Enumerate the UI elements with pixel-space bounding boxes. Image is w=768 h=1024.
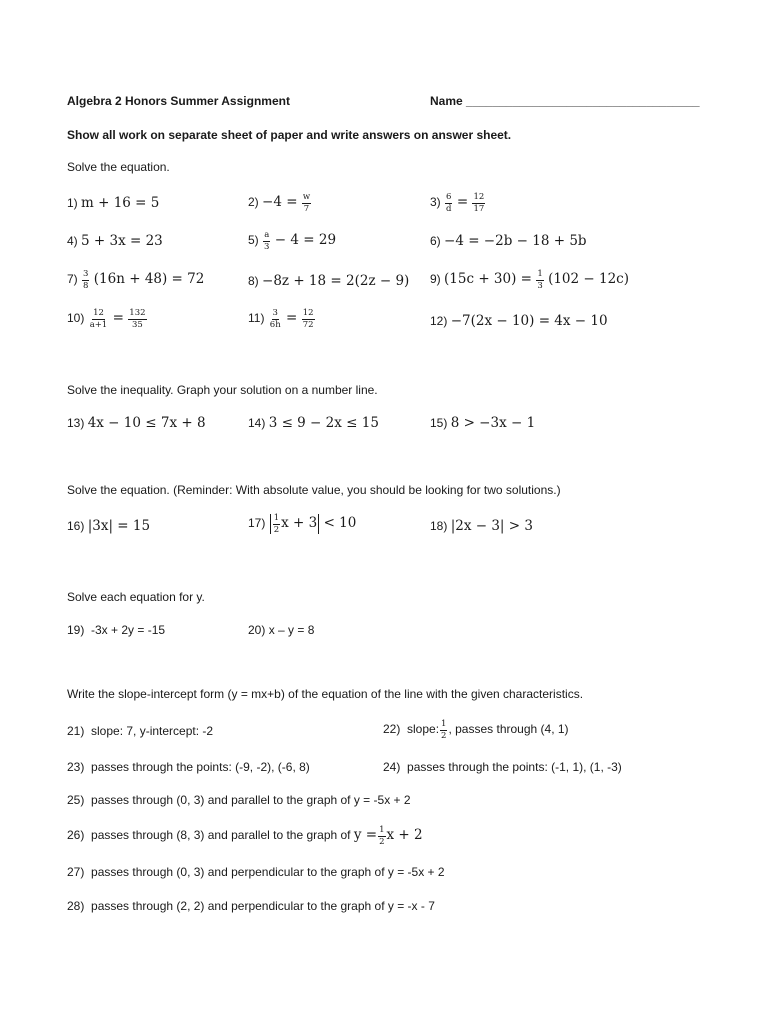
fraction: $\frac{132}{35}$ [129,308,146,330]
fraction: $\frac{1}{3}$ [537,269,543,291]
problem-21 [67,724,213,738]
problem-number: 11) [248,311,265,326]
problem-22 [383,720,569,740]
problem-number: 15) [430,416,448,430]
page-title: Algebra 2 Honors Summer Assignment [67,94,290,108]
problem-number: 2) [248,195,259,210]
section-heading-equations: Solve the equation. [67,160,170,174]
problem-number: 22) [383,722,401,737]
problem-expression: -3x + 2y = -15 [91,623,166,637]
problem-expression: passes through (2, 2) and perpendicular to the graph of y = -x - 7 [91,899,435,913]
problem-number: 20) [248,623,266,637]
problem-number: 18) [430,519,448,533]
fraction: $\frac{1}{2}$ [273,513,280,535]
problem-number: 25) [67,793,85,807]
problem-number: 1) [67,196,78,210]
absolute-value-bar [270,514,271,534]
problem-expression: |3x| = 15 [87,518,151,534]
fraction: $\frac{12}{a+1}$ [89,308,108,330]
problem-23 [67,760,310,774]
problem-number: 13) [67,416,85,430]
problem-number: 23) [67,760,85,774]
problem-number: 19) [67,623,85,637]
problem-expression: x + 2 [386,827,423,844]
problem-expression: passes through the points: (-9, -2), (-6, 8) [91,760,310,774]
fraction: $\frac{1}{2}$ [379,825,385,847]
problem-expression: , passes through (4, 1) [448,722,569,737]
equals-sign: = [456,194,469,211]
problem-number: 9) [430,272,441,287]
absolute-value-bar [318,514,319,534]
problem-number: 7) [67,272,78,287]
fraction: $\frac{1}{2}$ [441,719,447,741]
problem-expression: m + 16 = 5 [81,195,160,211]
problem-18 [430,518,533,534]
problem-number: 4) [67,234,78,248]
problem-28 [67,899,435,913]
problem-26 [67,826,423,846]
problem-number: 8) [248,274,259,288]
problem-expression: 3 ≤ 9 − 2x ≤ 15 [268,415,379,431]
problem-expression: < 10 [323,515,357,532]
problem-expression: (16n + 48) = 72 [93,271,205,288]
problem-12 [430,313,608,329]
problem-9 [430,270,629,290]
problem-1 [67,195,159,211]
problem-expression: passes through (0, 3) and perpendicular to the graph of y = -5x + 2 [91,865,445,879]
problem-expression: 4x − 10 ≤ 7x + 8 [87,415,206,431]
fraction: $\frac{12}{17}$ [473,192,485,214]
problem-expression: −4 = −2b − 18 + 5b [444,233,587,249]
problem-11 [248,309,316,329]
problem-number: 26) [67,828,85,843]
problem-expression: −7(2x − 10) = 4x − 10 [450,313,608,329]
problem-number: 21) [67,724,85,738]
name-field-label: Name ___________________________________ [430,94,700,108]
section-heading-slope-intercept: Write the slope-intercept form (y = mx+b) of the equation of the line with the given characteristics. [67,687,584,701]
problem-8 [248,273,409,289]
problem-number: 14) [248,416,266,430]
problem-expression: slope: 7, y-intercept: -2 [91,724,214,738]
problem-number: 10) [67,311,85,326]
problem-2 [248,193,312,213]
fraction: $\frac{12}{72}$ [302,308,314,330]
problem-expression: − 4 = 29 [274,232,337,249]
problem-number: 5) [248,233,259,248]
problem-expression: 5 + 3x = 23 [81,233,163,249]
section-heading-solve-for-y: Solve each equation for y. [67,590,205,604]
problem-expression: −8z + 18 = 2(2z − 9) [262,273,410,289]
section-heading-inequalities: Solve the inequality. Graph your solution on a number line. [67,383,378,397]
equals-sign: = [112,310,124,327]
section-heading-absolute-value: Solve the equation. (Reminder: With absolute value, you should be looking for two solutions.) [67,483,561,497]
fraction: $\frac{6}{d}$ [446,192,452,214]
problem-10 [67,309,148,329]
problem-25 [67,793,411,807]
problem-17 [248,514,356,534]
problem-number: 3) [430,195,441,210]
problem-13 [67,415,206,431]
problem-15 [430,415,535,431]
fraction: $\frac{a}{3}$ [264,230,270,252]
problem-19 [67,623,165,637]
problem-expression: x + 3 [281,515,318,532]
problem-number: 6) [430,234,441,248]
problem-number: 24) [383,760,401,774]
problem-expression: (15c + 30) = [444,271,532,288]
problem-16 [67,518,150,534]
fraction: $\frac{3}{8}$ [83,269,89,291]
problem-number: 16) [67,519,85,533]
instructions: Show all work on separate sheet of paper and write answers on answer sheet. [67,128,512,142]
problem-27 [67,865,445,879]
problem-number: 27) [67,865,85,879]
problem-6 [430,233,587,249]
problem-expression: passes through the points: (-1, 1), (1, -3) [407,760,622,774]
problem-expression: 8 > −3x − 1 [450,415,536,431]
problem-24 [383,760,622,774]
problem-expression: y = [353,827,378,844]
problem-number: 28) [67,899,85,913]
problem-20 [248,623,314,637]
problem-14 [248,415,379,431]
problem-expression: |2x − 3| > 3 [450,518,533,534]
problem-expression: passes through (0, 3) and parallel to the graph of y = -5x + 2 [91,793,411,807]
problem-expression: (102 − 12c) [548,271,630,288]
equals-sign: = [286,310,298,327]
problem-4 [67,233,163,249]
fraction: $\frac{3}{6h}$ [269,308,281,330]
problem-number: 12) [430,314,448,328]
problem-number: 17) [248,516,266,531]
problem-expression: −4 = [262,194,298,211]
problem-expression: passes through (8, 3) and parallel to the graph of [91,828,351,843]
fraction: $\frac{w}{7}$ [302,192,311,214]
problem-expression: slope: [407,722,440,737]
problem-3 [430,193,486,213]
problem-7 [67,270,204,290]
problem-expression: x – y = 8 [268,623,315,637]
problem-5 [248,231,336,251]
